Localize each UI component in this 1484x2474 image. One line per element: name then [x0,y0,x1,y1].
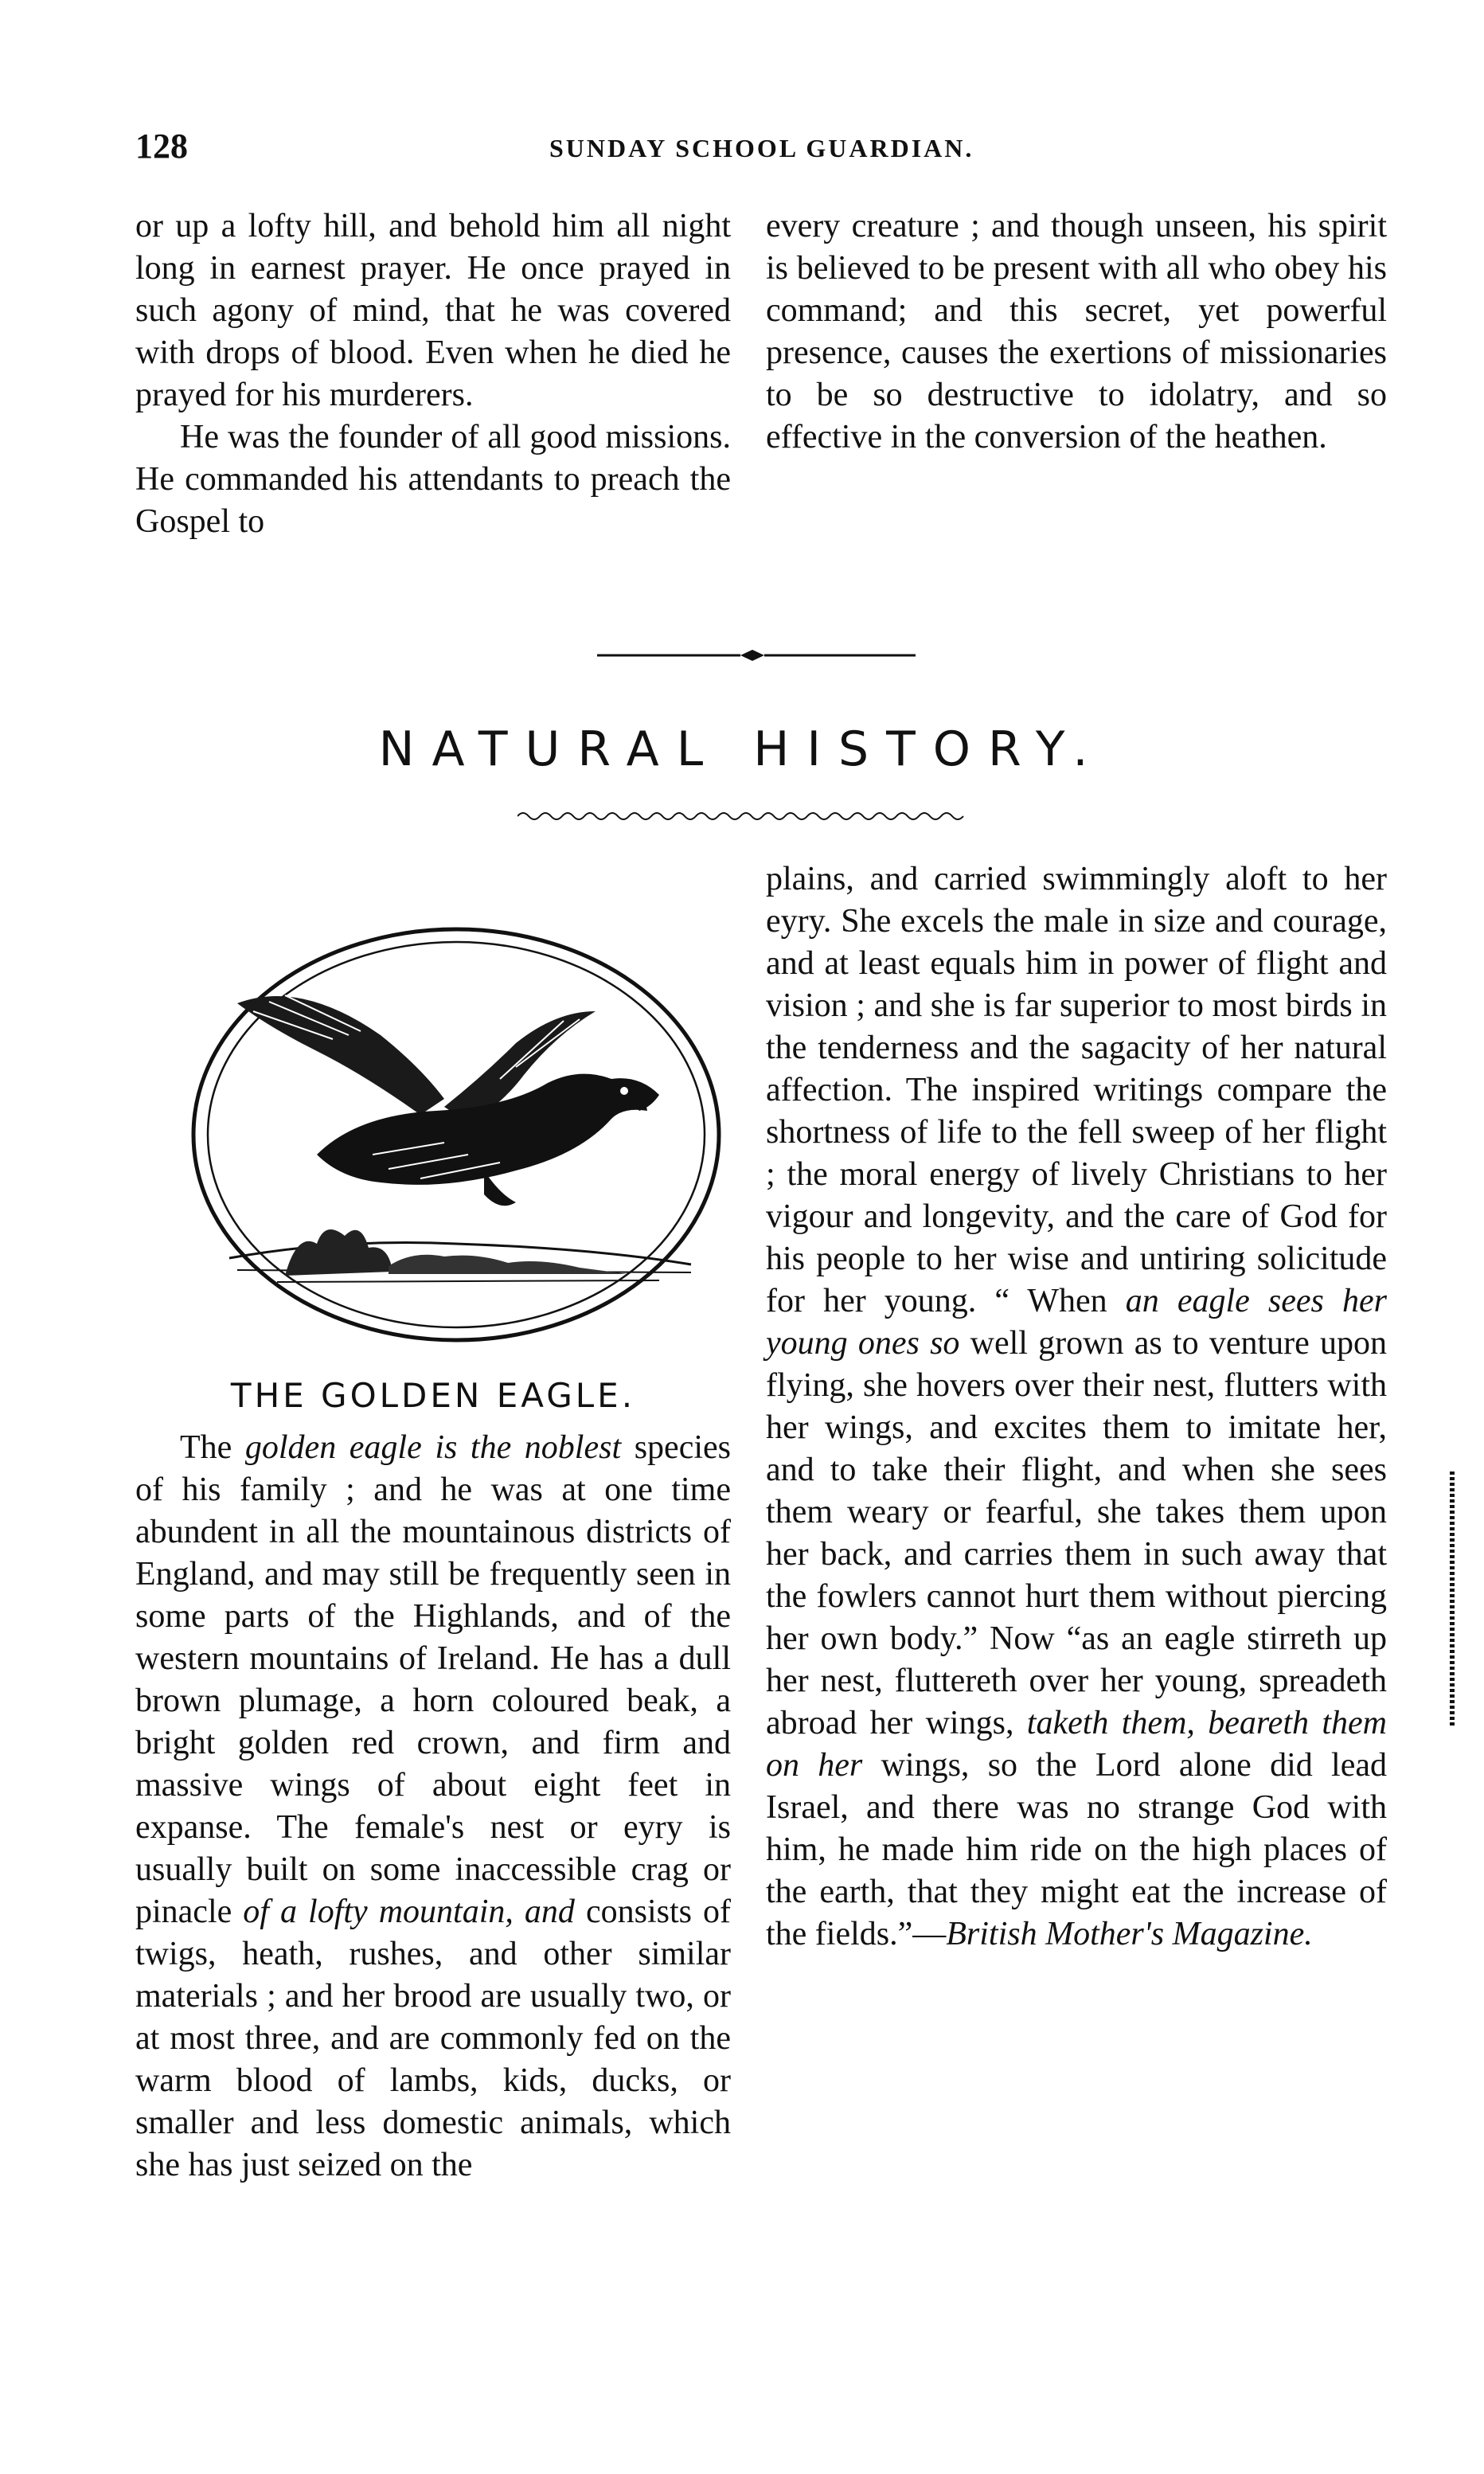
wavy-rule [517,807,971,825]
paragraph: He was the founder of all good missions. He commanded his attendants to preach the Gospel to [135,419,731,540]
eagle-figure [237,995,659,1206]
source-citation: British Mother's Magazine. [946,1916,1313,1952]
section-divider-ornament [589,643,924,667]
figure-caption: THE GOLDEN EAGLE. [230,1376,636,1415]
paragraph: or up a lofty hill, and behold him all night long in earnest prayer. He once prayed in such agony of mind, that he was covered with drops of blood. Even when he died he prayed for his murderers. [135,208,731,413]
italic-run: an eagle sees her young ones so [766,1283,1387,1362]
text-run: The [180,1429,245,1466]
article-left-column [135,1427,731,2187]
golden-eagle-illustration [182,916,731,1354]
page-number: 128 [135,127,188,166]
italic-run: golden eagle is the noblest [244,1429,622,1466]
page-header [135,126,1377,182]
section-title: NATURAL HISTORY. [378,721,1106,777]
text-run: wings, so the Lord alone did lead Israel, and there was no strange God with him, he made him ride on the high places of the earth, that they might eat the increase of the fields.”— [766,1747,1387,1952]
paragraph [766,858,1387,1956]
top-left-column [135,205,731,543]
italic-run: of a lofty mountain, and [243,1894,575,1930]
paragraph: every creature ; and though unseen, his spirit is believed to be present with all who obey his command; and this secret, yet powerful presence, causes the exertions of missionaries to be so destructive to idolatry, and so effective in the conversion of the heathen. [766,208,1387,455]
text-run: species of his family ; and he was at one time abundent in all the mountainous districts of England, and may still be frequently seen in some parts of the Highlands, and of the western mountains of Ireland. He has a dull brown plumage, a horn coloured beak, a bright golden red crown, and firm and massive wings of about eight feet in expanse. The female's nest or eyry is usually built on some inaccessible crag or pinacle [135,1429,731,1930]
margin-ink-mark [1447,1472,1457,1726]
text-run: consists of twigs, heath, rushes, and other similar materials ; and her brood are usually two, or at most three, and are commonly fed on the warm blood of lambs, kids, ducks, or smaller and less domestic animals, which she has just seized on the [135,1894,731,2183]
running-head: SUNDAY SCHOOL GUARDIAN. [549,134,974,162]
text-run: well grown as to venture upon flying, she hovers over their nest, flutters with her wings, and excites them to imitate her, and to take their flight, and when she sees them weary or fearful, she takes them upon her back, and carries them in such away that the fowlers cannot hurt them without piercing her own body.” Now “as an eagle stirreth up her nest, fluttereth over her young, spreadeth abroad her wings, [766,1325,1387,1741]
landscape-horizon [229,1229,691,1282]
top-right-column [766,205,1387,459]
text-run: plains, and carried swimmingly aloft to her eyry. She excels the male in size and courage, and at least equals him in power of flight and vision ; and she is far superior to most birds in the tenderness and the sagacity of her natural affection. The inspired writings compare the shortness of life to the fell sweep of her flight ; the moral energy of lively Christians to her vigour and longevity, and the care of God for his people to her wise and untiring solicitude for her young. “ When [766,861,1387,1319]
italic-run: taketh them, beareth them on her [766,1705,1387,1784]
paragraph [135,1427,731,2187]
article-right-column [766,858,1387,1956]
